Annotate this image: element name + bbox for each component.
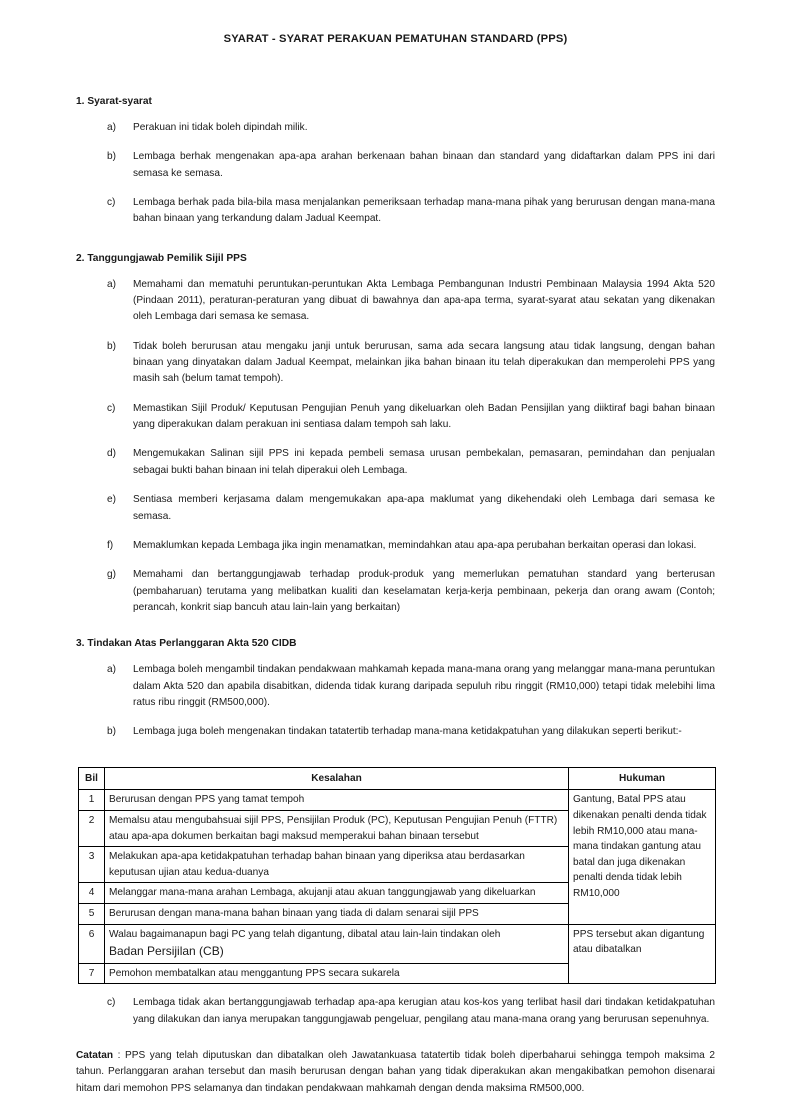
cell-kesalahan: Berurusan dengan mana-mana bahan binaan yang tiada di dalam senarai sijil PPS bbox=[105, 904, 569, 925]
list-item bbox=[76, 724, 715, 740]
list-marker: a) bbox=[107, 278, 116, 290]
penalty-table bbox=[78, 767, 716, 985]
column-header-kesalahan: Kesalahan bbox=[105, 767, 569, 790]
list-text: Sentiasa memberi kerjasama dalam mengemukakan apa-apa maklumat yang dikehendaki oleh Lembaga dari semasa ke semasa. bbox=[133, 494, 715, 522]
list-marker: a) bbox=[107, 122, 116, 133]
penalty-table-wrapper bbox=[76, 767, 715, 985]
list-item bbox=[76, 567, 715, 616]
section-3-list bbox=[76, 662, 715, 740]
list-text: Lembaga tidak akan bertanggungjawab terhadap apa-apa kerugian atau kos-kos yang terlibat hasil dari tindakan ketidakpatuhan yang dilakukan dan ianya merupakan tanggungjawab pengeluar, pengilang atau mana-mana orang yang berurusan sepenuhnya. bbox=[133, 997, 715, 1025]
cell-hukuman-merged-2: PPS tersebut akan digantung atau dibatalkan bbox=[569, 924, 716, 984]
list-item bbox=[76, 662, 715, 711]
list-marker: c) bbox=[107, 402, 116, 414]
list-text: Lembaga boleh mengambil tindakan pendakwaan mahkamah kepada mana-mana orang yang melanggar mana-mana peruntukan dalam Akta 520 dan apabila disabitkan, didenda tidak kurang daripada sepuluh ribu ringgit (RM10,000) tetapi tidak melebihi lima ratus ribu ringgit (RM500,000). bbox=[133, 664, 715, 708]
list-text: Memaklumkan kepada Lembaga jika ingin menamatkan, memindahkan atau apa-apa perubahan berkaitan operasi dan lokasi. bbox=[133, 539, 697, 551]
list-item bbox=[76, 538, 715, 554]
cell-kesalahan: Berurusan dengan PPS yang tamat tempoh bbox=[105, 790, 569, 811]
column-header-bil: Bil bbox=[79, 767, 105, 790]
list-text: Memahami dan bertanggungjawab terhadap produk-produk yang memerlukan pematuhan standard yang berterusan (pembaharuan) terutama yang melibatkan kualiti dan keselamatan kerja-kerja pembinaan, pekerja dan orang awam (Contoh; perancah, konkrit siap bancuh atau lain-lain yang berkaitan) bbox=[133, 569, 715, 613]
list-text: Memahami dan mematuhi peruntukan-peruntukan Akta Lembaga Pembangunan Industri Pembinaan Malaysia 1994 Akta 520 (Pindaan 2011), peraturan-peraturan yang dibuat di bawahnya dan apa-apa terma, syarat-syarat atau sekatan yang dikenakan oleh Lembaga dari semasa ke semasa. bbox=[133, 278, 715, 323]
cell-kesalahan-line2: Badan Persijilan (CB) bbox=[109, 944, 224, 959]
list-item bbox=[76, 277, 715, 326]
list-item bbox=[76, 401, 715, 434]
list-text: Tidak boleh berurusan atau mengaku janji untuk berurusan, sama ada secara langsung atau tidak langsung, dengan bahan binaan yang dinyatakan dalam Jadual Keempat, melainkan jika bahan binaan itu telah diperakukan dan memperolehi PPS yang masih sah (belum tamat tempoh). bbox=[133, 340, 715, 385]
list-text: Memastikan Sijil Produk/ Keputusan Pengujian Penuh yang dikeluarkan oleh Badan Pensijilan yang diiktiraf bagi bahan binaan yang diperakukan dalam perakuan ini sentiasa dalam tempoh sah laku. bbox=[133, 402, 715, 431]
column-header-hukuman: Hukuman bbox=[569, 767, 716, 790]
cell-bil: 6 bbox=[79, 924, 105, 963]
list-text: Lembaga juga boleh mengenakan tindakan tatatertib terhadap mana-mana ketidakpatuhan yang dilakukan seperti berikut:- bbox=[133, 726, 682, 738]
list-marker: b) bbox=[107, 726, 116, 738]
list-marker: e) bbox=[107, 494, 116, 506]
section-1-list bbox=[76, 120, 715, 228]
cell-kesalahan: Melakukan apa-apa ketidakpatuhan terhadap bahan binaan yang diperiksa atau berdasarkan keputusan ujian atau kedua-duanya bbox=[105, 847, 569, 883]
cell-kesalahan: Memalsu atau mengubahsuai sijil PPS, Pensijilan Produk (PC), Keputusan Pengujian Penuh (FTTR) atau apa-apa dokumen berkaitan bagi maksud memperakui bahan binaan tersebut bbox=[105, 810, 569, 846]
list-item-tail-c bbox=[76, 995, 715, 1028]
list-marker: f) bbox=[107, 539, 114, 551]
section-2-list bbox=[76, 277, 715, 617]
cell-kesalahan: Pemohon membatalkan atau menggantung PPS secara sukarela bbox=[105, 963, 569, 984]
list-item bbox=[76, 120, 715, 136]
page-title: SYARAT - SYARAT PERAKUAN PEMATUHAN STANDARD (PPS) bbox=[223, 33, 568, 45]
list-text: Perakuan ini tidak boleh dipindah milik. bbox=[133, 122, 308, 133]
catatan-note bbox=[76, 1048, 715, 1097]
cell-bil: 3 bbox=[79, 847, 105, 883]
section-heading-2: 2. Tanggungjawab Pemilik Sijil PPS bbox=[76, 252, 247, 264]
list-marker: a) bbox=[107, 664, 116, 676]
list-text: Mengemukakan Salinan sijil PPS ini kepada pembeli semasa urusan pembekalan, pemasaran, pemindahan dan penjualan sebagai bukti bahan binaan ini telah diperakui oleh Lembaga. bbox=[133, 448, 715, 476]
cell-bil: 1 bbox=[79, 790, 105, 811]
table-row bbox=[79, 790, 716, 811]
list-text: Lembaga berhak mengenakan apa-apa arahan berkenaan bahan binaan dan standard yang didaftarkan dalam PPS ini dari semasa ke semasa. bbox=[133, 151, 715, 179]
cell-bil: 2 bbox=[79, 810, 105, 846]
list-marker: b) bbox=[107, 151, 116, 163]
table-header-row bbox=[79, 767, 716, 790]
cell-bil: 4 bbox=[79, 883, 105, 904]
cell-hukuman-merged-1: Gantung, Batal PPS atau dikenakan penalti denda tidak lebih RM10,000 atau mana-mana tindakan gantung atau batal dan juga dikenakan penalti denda tidak lebih RM10,000 bbox=[569, 790, 716, 924]
list-item bbox=[76, 339, 715, 388]
cell-bil: 5 bbox=[79, 904, 105, 925]
list-item bbox=[76, 149, 715, 182]
list-item bbox=[76, 195, 715, 228]
list-marker: c) bbox=[107, 197, 116, 209]
section-heading-3: 3. Tindakan Atas Perlanggaran Akta 520 CIDB bbox=[76, 638, 297, 650]
list-item bbox=[76, 492, 715, 525]
cell-kesalahan-row6 bbox=[105, 924, 569, 963]
cell-kesalahan: Melanggar mana-mana arahan Lembaga, akujanji atau akuan tanggungjawab yang dikeluarkan bbox=[105, 883, 569, 904]
list-item bbox=[76, 446, 715, 479]
section-heading-1: 1. Syarat-syarat bbox=[76, 96, 152, 107]
list-text: Lembaga berhak pada bila-bila masa menjalankan pemeriksaan terhadap mana-mana pihak yang berurusan dengan mana-mana bahan binaan yang terkandung dalam Jadual Keempat. bbox=[133, 197, 715, 225]
catatan-label: Catatan bbox=[76, 1050, 114, 1062]
cell-kesalahan-line1: Walau bagaimanapun bagi PC yang telah digantung, dibatal atau lain-lain tindakan oleh bbox=[109, 928, 501, 940]
catatan-text: : PPS yang telah diputuskan dan dibatalkan oleh Jawatankuasa tatatertib tidak boleh diperbaharui sehingga tempoh maksima 2 tahun. Perlanggaran arahan tersebut dan masih berurusan dengan bahan yang tidak diperakukan akan mengakibatkan pemohon disenarai hitam dari memohon PPS selamanya dan tindakan pendakwaan mahkamah dengan denda maksima RM500,000. bbox=[76, 1050, 715, 1094]
cell-bil: 7 bbox=[79, 963, 105, 984]
list-marker: d) bbox=[107, 448, 116, 460]
list-marker: b) bbox=[107, 340, 116, 352]
list-marker: g) bbox=[107, 569, 116, 581]
list-marker: c) bbox=[107, 997, 116, 1009]
table-row bbox=[79, 924, 716, 963]
